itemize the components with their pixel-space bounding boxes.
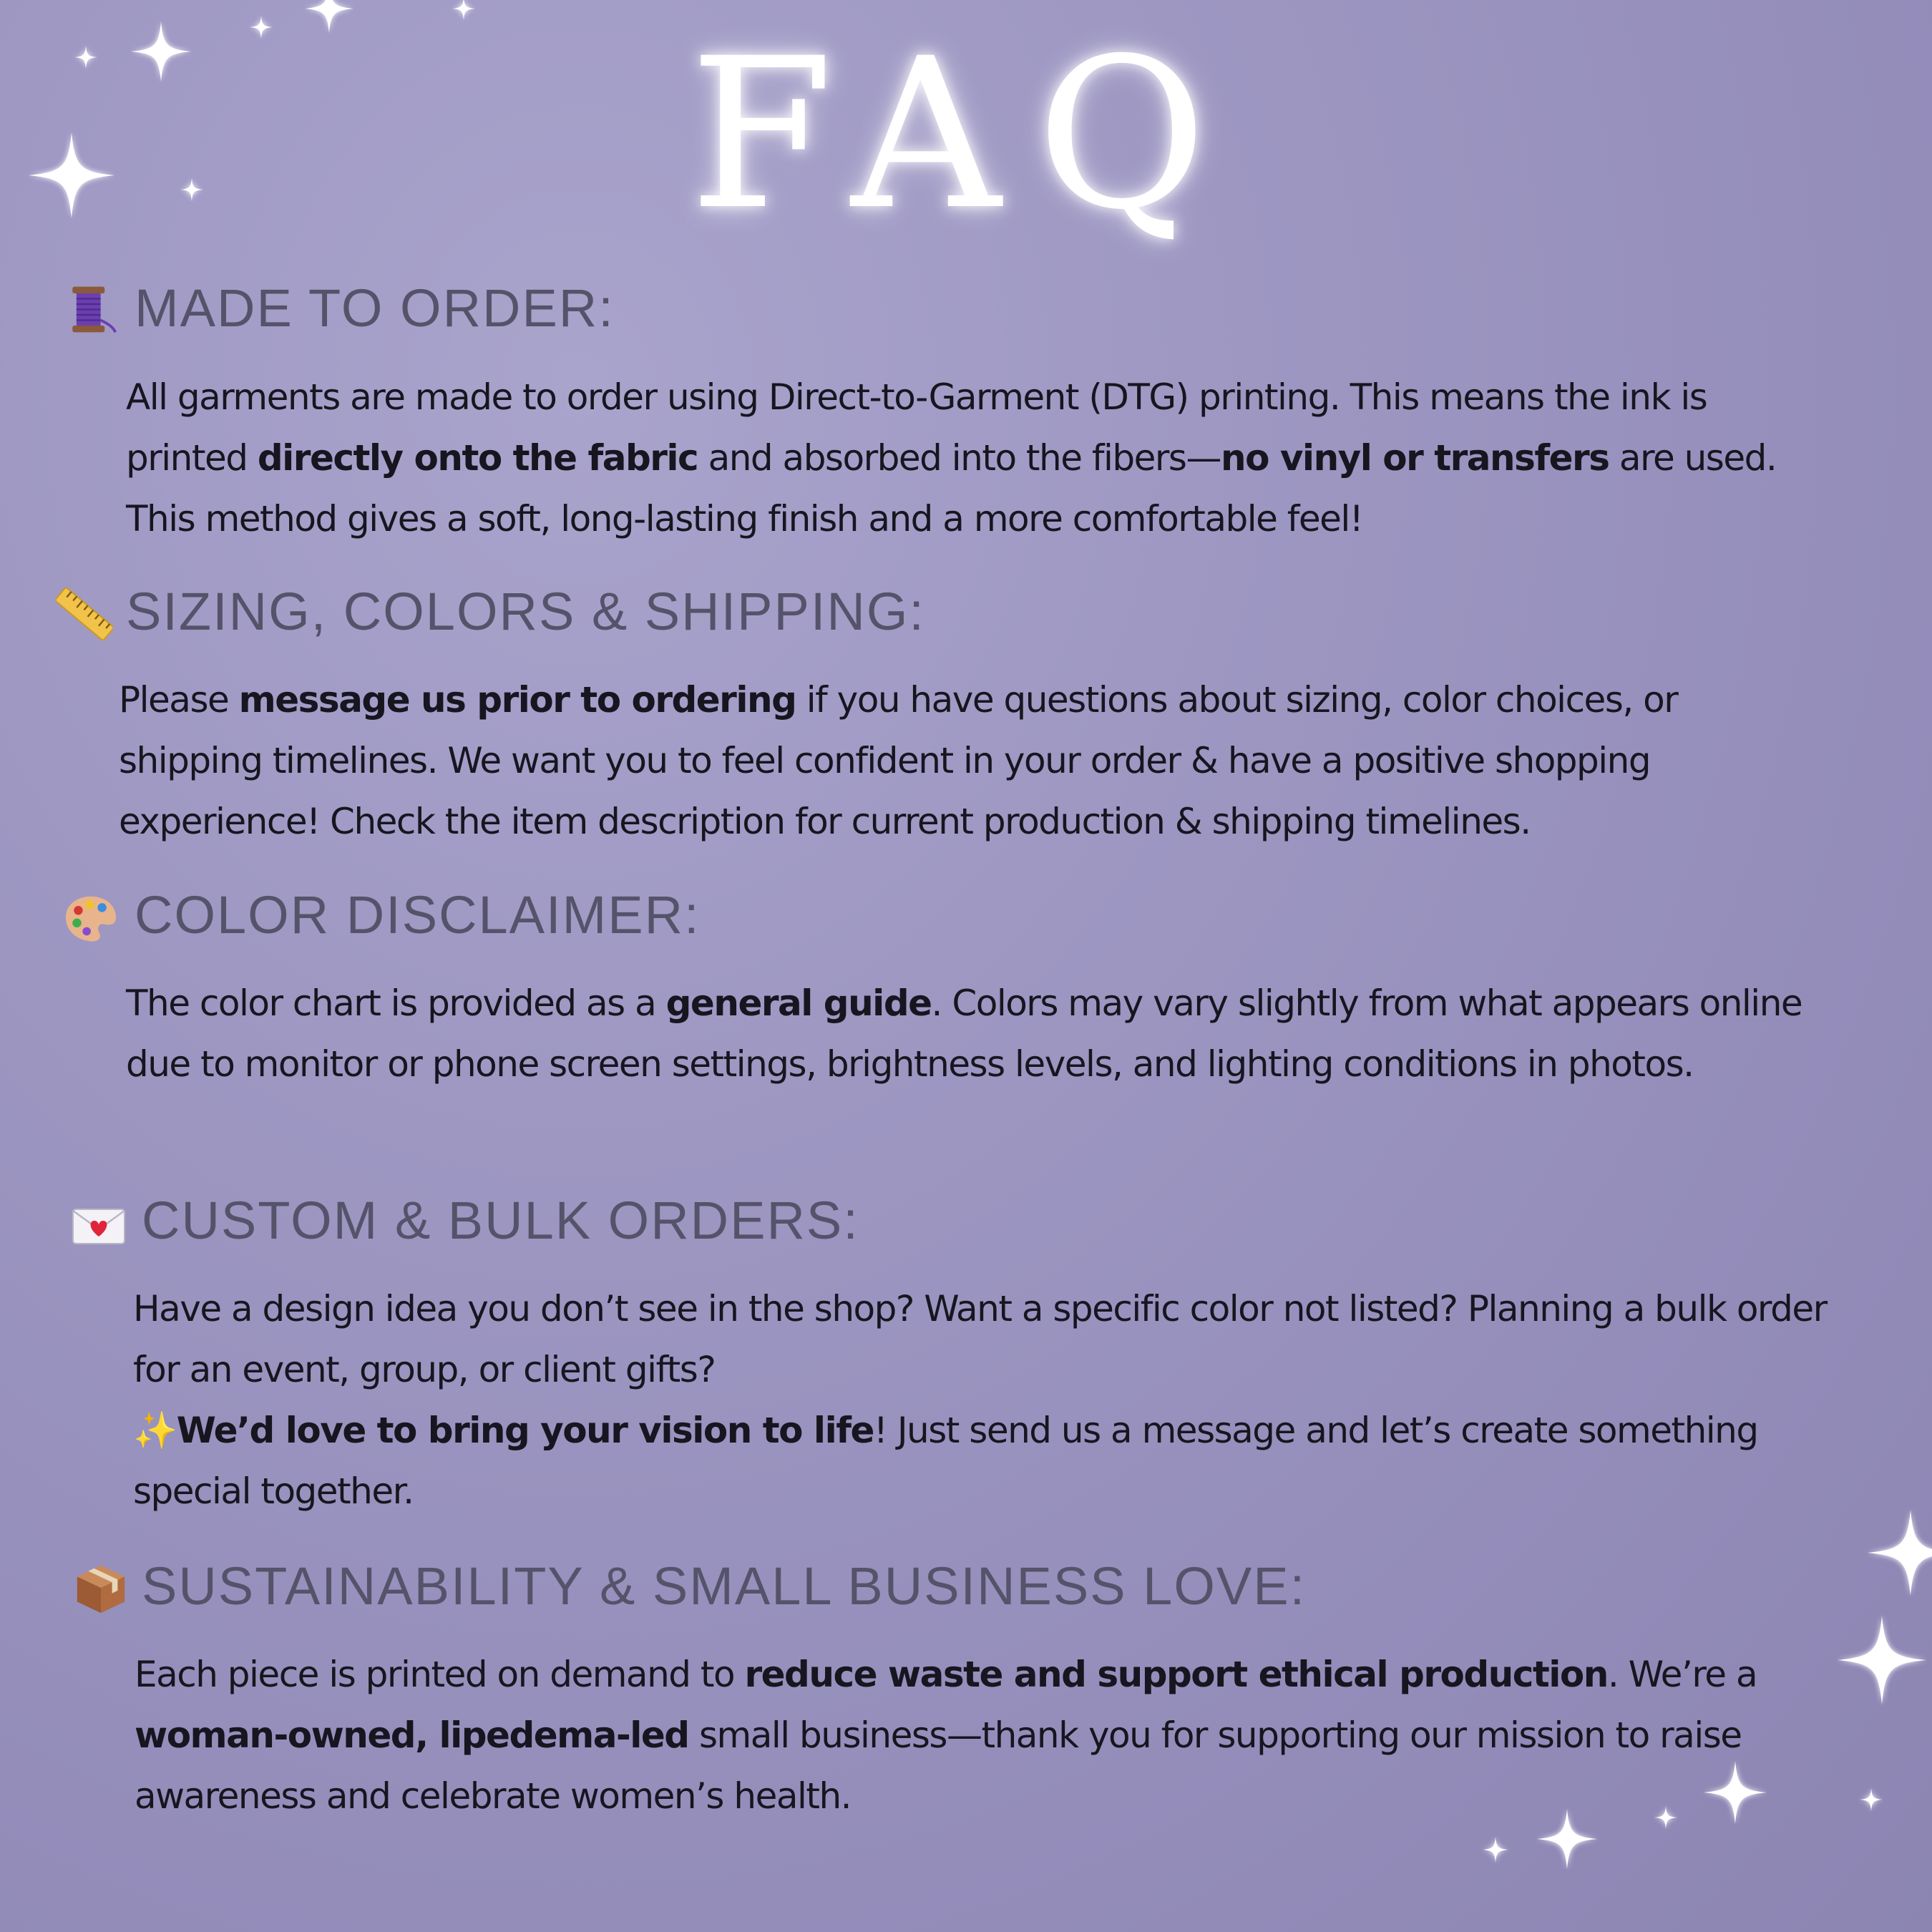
text-run: Please (119, 679, 239, 721)
text-run: ✨ (133, 1410, 177, 1451)
package-box-icon (73, 1560, 129, 1616)
text-run: . We’re a (1607, 1654, 1757, 1695)
text-run: are used. This method gives a soft, long-lasting finish and a more comfortable feel! (126, 437, 1777, 540)
bold-text: no vinyl or transfers (1220, 437, 1609, 479)
paragraph (119, 670, 1807, 852)
text-run: Have a design idea you don’t see in the shop? Want a specific color not listed? Planning a bulk order for an event, group, or client gifts? (133, 1288, 1827, 1390)
section-heading: COLOR DISCLAIMER: (135, 885, 701, 945)
paragraph (126, 973, 1815, 1095)
text-run: The color chart is provided as a (126, 982, 666, 1024)
page-title: FAQ (689, 14, 1243, 255)
text-run: small business—thank you for supporting our mission to raise awareness and celebrate women’s health. (135, 1714, 1742, 1817)
artist-palette-icon (63, 891, 119, 947)
paragraph (126, 367, 1815, 550)
section-body (135, 1644, 1852, 1827)
thread-spool-icon (64, 283, 118, 336)
text-run: if you have questions about sizing, color choices, or shipping timelines. We want you to feel confident in your order & have a positive shopping experience! Check the item description for current production & shipping timelines. (119, 679, 1678, 842)
section-heading: MADE TO ORDER: (135, 278, 615, 338)
love-letter-icon (70, 1196, 127, 1254)
bold-text: reduce waste and support ethical production (744, 1654, 1608, 1695)
bold-text: directly onto the fabric (257, 437, 698, 479)
paragraph (133, 1279, 1850, 1400)
bold-text: We’d love to bring your vision to life (176, 1410, 874, 1451)
bold-text: woman-owned, lipedema-led (135, 1714, 689, 1756)
section-heading: SUSTAINABILITY & SMALL BUSINESS LOVE: (142, 1556, 1307, 1616)
text-run: Each piece is printed on demand to (135, 1654, 745, 1695)
section-body (133, 1279, 1850, 1522)
bold-text: general guide (665, 982, 932, 1024)
section-body (126, 973, 1815, 1095)
text-run: and absorbed into the fibers— (698, 437, 1221, 479)
text-run: All garments are made to order using Direct-to-Garment (DTG) printing. This means the ink is printed (126, 376, 1707, 479)
section-body (126, 367, 1815, 550)
paragraph (135, 1644, 1852, 1827)
paragraph (133, 1400, 1850, 1522)
text-run: . Colors may vary slightly from what appears online due to monitor or phone screen settings, brightness levels, and lighting conditions in photos. (126, 982, 1802, 1085)
text-run: ! Just send us a message and let’s create something special together. (133, 1410, 1758, 1512)
section-heading: CUSTOM & BULK ORDERS: (142, 1191, 859, 1250)
section-heading: SIZING, COLORS & SHIPPING: (126, 582, 925, 641)
section-body (119, 670, 1807, 852)
ruler-icon (56, 585, 113, 643)
bold-text: message us prior to ordering (238, 679, 796, 721)
